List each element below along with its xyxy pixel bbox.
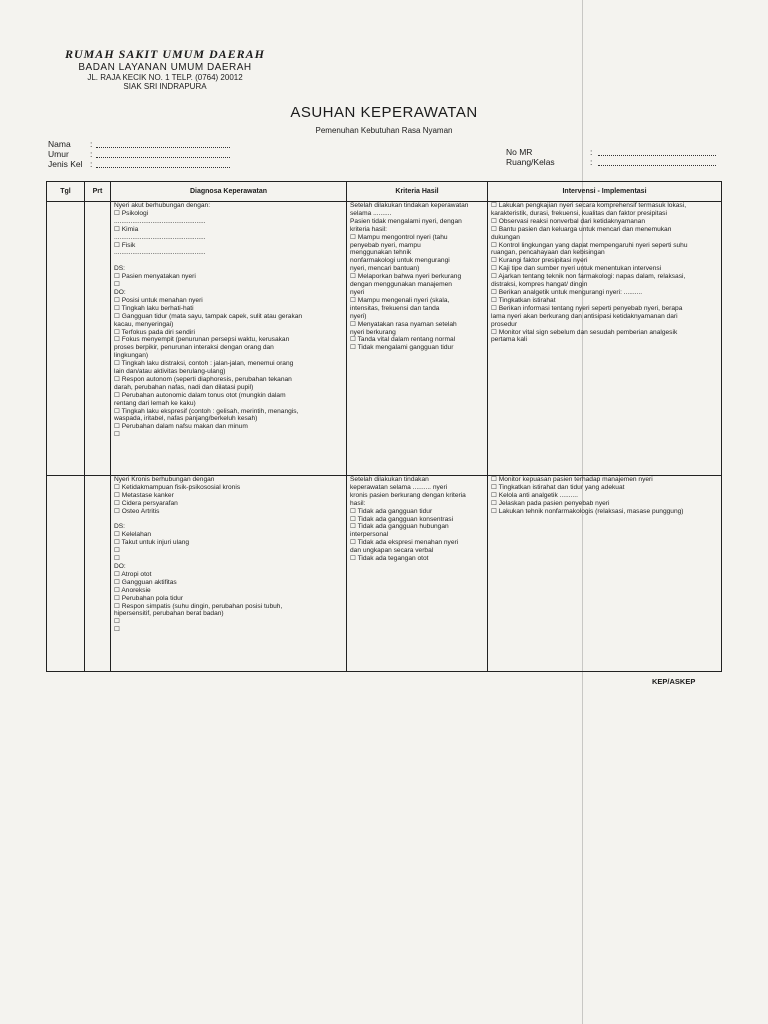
text-line: DS:	[114, 265, 125, 273]
text-line: keperawatan selama .......... nyeri	[350, 483, 448, 491]
text-line: ☐ Ajarkan tentang teknik non farmakologi: napas dalam, relaksasi,	[491, 273, 686, 281]
text-line: darah, perubahan nafas, nadi dan dilatasi pupil)	[114, 383, 254, 391]
colon: :	[90, 139, 93, 149]
text-line: hasil:	[350, 499, 366, 507]
text-line: ruangan, pencahayaan dan kebisingan	[491, 249, 605, 257]
text-line: ☐ Cidera persyarafan	[114, 499, 178, 507]
text-line: ☐ Atropi otot	[114, 570, 152, 578]
form-subtitle: Pemenuhan Kebutuhan Rasa Nyaman	[315, 126, 453, 135]
tgl-cell[interactable]	[47, 202, 85, 476]
text-line: nyeri, mencari bantuan)	[350, 265, 420, 273]
hospital-city: SIAK SRI INDRAPURA	[123, 82, 207, 91]
text-line: ☐ Gangguan tidur (mata sayu, tampak capek, sulit atau gerakan	[114, 312, 303, 320]
colon: :	[90, 149, 93, 159]
jenis-kel-label: Jenis Kel	[48, 159, 83, 169]
text-line: ☐	[114, 431, 120, 439]
text-line: ..................................................	[114, 249, 206, 257]
text-line: nyeri)	[350, 312, 367, 320]
text-line: karakteristik, durasi, frekuensi, kualitas dan faktor presipitasi	[491, 209, 667, 217]
text-line: ☐ Tidak ada ekspresi menahan nyeri	[350, 539, 459, 547]
text-line: ☐ Tingkah laku berhati-hati	[114, 304, 194, 312]
text-line: ☐ Fisik	[114, 241, 136, 249]
nama-label: Nama	[48, 139, 71, 149]
colon: :	[590, 147, 593, 157]
text-line: ☐	[114, 626, 120, 634]
text-line: ☐ Monitor vital sign sebelum dan sesudah pemberian analgesik	[491, 328, 678, 336]
table-row	[47, 202, 722, 476]
text-line: intensitas, frekuensi dan tanda	[350, 304, 440, 312]
umur-label: Umur	[48, 149, 69, 159]
text-line: ☐	[114, 281, 120, 289]
text-line: ☐ Psikologi	[114, 209, 149, 217]
text-line: proses berpikir, penurunan interaksi dengan orang dan	[114, 344, 274, 352]
text-line: ☐ Gangguan aktifitas	[114, 578, 177, 586]
text-line: Pasien tidak mengalami nyeri, dengan	[350, 217, 462, 225]
text-line: prosedur	[491, 320, 518, 328]
text-line: hipersensitif, perubahan berat badan)	[114, 610, 224, 618]
text-line: DS:	[114, 523, 125, 531]
text-line: ☐ Kelola anti analgetik ..........	[491, 491, 578, 499]
text-line: ☐ Berikan analgetik untuk mengurangi nyeri: ..........	[491, 288, 643, 296]
text-line: ☐ Tidak ada gangguan tidur	[350, 507, 433, 515]
col-header-kriteria: Kriteria Hasil	[347, 182, 488, 202]
text-line: ☐ Tanda vital dalam rentang normal	[350, 336, 456, 344]
ruang-kelas-label: Ruang/Kelas	[506, 157, 555, 167]
text-line: ☐ Perubahan dalam nafsu makan dan minum	[114, 423, 248, 431]
kriteria-cell	[347, 202, 488, 476]
hospital-agency: BADAN LAYANAN UMUM DAERAH	[78, 62, 252, 73]
text-line: ☐ Tingkatkan istirahat	[491, 296, 556, 304]
text-line: ☐ Respon simpatis (suhu dingin, perubahan posisi tubuh,	[114, 602, 283, 610]
text-line: pertama kali	[491, 336, 527, 344]
text-line: ☐ Kurangi faktor presipitasi nyeri	[491, 257, 588, 265]
text-line: ☐ Kontrol lingkungan yang dapat mempengaruhi nyeri seperti suhu	[491, 241, 688, 249]
form-code: KEP/ASKEP	[652, 677, 696, 686]
text-line: ☐	[114, 618, 120, 626]
nama-field[interactable]	[96, 147, 230, 148]
text-line: ☐ Observasi reaksi nonverbal dari ketidaknyamanan	[491, 217, 645, 225]
text-line: lingkungan)	[114, 352, 149, 360]
ruang-kelas-field[interactable]	[598, 165, 716, 166]
text-line: ☐ Bantu pasien dan keluarga untuk mencari dan menemukan	[491, 225, 672, 233]
umur-field[interactable]	[96, 157, 230, 158]
text-line: Nyeri Kronis berhubungan dengan	[114, 476, 215, 483]
text-line: kriteria hasil:	[350, 225, 388, 233]
text-line: ☐ Metastase kanker	[114, 491, 174, 499]
text-line: ☐ Tidak ada gangguan konsentrasi	[350, 515, 454, 523]
text-line: Setelah dilakukan tindakan	[350, 476, 429, 483]
tgl-cell[interactable]	[47, 476, 85, 672]
text-line: ☐ Tingkah laku distraksi, contoh : jalan-jalan, menemui orang	[114, 360, 294, 368]
text-line: kacau, menyeringai)	[114, 320, 174, 328]
text-line: menggunakan tehnik	[350, 249, 412, 257]
hospital-name: RUMAH SAKIT UMUM DAERAH	[64, 47, 266, 61]
col-header-prt: Prt	[85, 182, 111, 202]
text-line: lain dan/atau aktivitas berulang-ulang)	[114, 368, 226, 376]
text-line: DO:	[114, 288, 126, 296]
intervensi-cell	[488, 476, 722, 672]
intervensi-cell	[488, 202, 722, 476]
no-mr-label: No MR	[506, 147, 533, 157]
text-line: ☐ Mampu mengenali nyeri (skala,	[350, 296, 450, 304]
col-header-tgl: Tgl	[47, 182, 85, 202]
text-line: ☐ Tidak mengalami gangguan tidur	[350, 344, 454, 352]
col-header-diagnosa: Diagnosa Keperawatan	[111, 182, 347, 202]
text-line: penyebab nyeri, mampu	[350, 241, 421, 249]
text-line: ☐ Kimia	[114, 225, 139, 233]
colon: :	[590, 157, 593, 167]
text-line: ☐ Menyatakan rasa nyaman setelah	[350, 320, 457, 328]
text-line: ☐ Respon autonom (seperti diaphoresis, perubahan tekanan	[114, 375, 292, 383]
text-line: ☐	[114, 555, 120, 563]
text-line: Nyeri akut berhubungan dengan:	[114, 202, 211, 209]
text-line: ☐ Osteo Artritis	[114, 507, 160, 515]
jenis-kel-field[interactable]	[96, 167, 230, 168]
text-line: rentang dari lemah ke kaku)	[114, 399, 196, 407]
col-header-intervensi: Intervensi - Implementasi	[488, 182, 722, 202]
text-line: interpersonal	[350, 531, 389, 539]
text-line: DO:	[114, 562, 126, 570]
text-line: nyeri berkurang	[350, 328, 396, 336]
text-line: ☐ Fokus menyempit (penurunan persepsi waktu, kerusakan	[114, 336, 290, 344]
prt-cell[interactable]	[85, 202, 111, 476]
table-row	[47, 476, 722, 672]
text-line: ☐ Tingkatkan istirahat dan tidur yang adekuat	[491, 483, 625, 491]
text-line: ☐ Jelaskan pada pasien penyebab nyeri	[491, 499, 610, 507]
hospital-header	[40, 47, 290, 91]
table-header-row	[47, 182, 722, 202]
text-line: kronis pasien berkurang dengan kriteria	[350, 491, 466, 499]
text-line: distraksi, kompres hangat/ dingin	[491, 281, 588, 289]
text-line: waspada, iritabel, nafas panjang/berkeluh kesah)	[114, 415, 258, 423]
text-line: ☐ Posisi untuk menahan nyeri	[114, 296, 203, 304]
text-line: ☐ Pasien menyatakan nyeri	[114, 273, 196, 281]
diagnosa-cell	[111, 476, 347, 672]
text-line: ☐ Anoreksie	[114, 586, 151, 594]
text-line: ☐ Takut untuk injuri ulang	[114, 539, 190, 547]
text-line: Setelah dilakukan tindakan keperawatan	[350, 202, 469, 209]
text-line: ☐ Kelelahan	[114, 531, 152, 539]
text-line: ☐ Kaji tipe dan sumber nyeri untuk menentukan intervensi	[491, 265, 662, 273]
text-line: ☐ Mampu mengontrol nyeri (tahu	[350, 233, 448, 241]
text-line: ☐ Lakukan tehnik nonfarmakologis (relaksasi, masase punggung)	[491, 507, 684, 515]
form-title: ASUHAN KEPERAWATAN	[290, 104, 478, 121]
text-line: ☐ Melaporkan bahwa nyeri berkurang	[350, 273, 462, 281]
text-line: ☐ Tidak ada tegangan otot	[350, 555, 429, 563]
text-line: lama nyeri akan berkurang dan antisipasi ketidaknyamanan dari	[491, 312, 678, 320]
text-line: dan ungkapan secara verbal	[350, 547, 434, 555]
text-line	[114, 516, 343, 524]
kriteria-cell	[347, 476, 488, 672]
text-line: selama ..........	[350, 209, 392, 217]
text-line: ☐ Perubahan autonomic dalam tonus otot (mungkin dalam	[114, 391, 286, 399]
no-mr-field[interactable]	[598, 155, 716, 156]
text-line: ☐ Perubahan pola tidur	[114, 594, 183, 602]
text-line: nonfarmakologi untuk mengurangi	[350, 257, 450, 265]
prt-cell[interactable]	[85, 476, 111, 672]
text-line: ☐ Terfokus pada diri sendiri	[114, 328, 195, 336]
text-line: ..................................................	[114, 233, 206, 241]
text-line: nyeri	[350, 288, 365, 296]
text-line: ☐ Tingkah laku ekspresif (contoh : gelisah, merintih, menangis,	[114, 407, 299, 415]
text-line: ..................................................	[114, 217, 206, 225]
colon: :	[90, 159, 93, 169]
text-line: ☐	[114, 547, 120, 555]
text-line: ☐ Monitor kepuasan pasien terhadap manajemen nyeri	[491, 476, 653, 483]
care-plan-table	[46, 181, 722, 672]
text-line: ☐ Tidak ada gangguan hubungan	[350, 523, 449, 531]
text-line: ☐ Lakukan pengkajian nyeri secara komprehensif termasuk lokasi,	[491, 202, 687, 209]
hospital-address: JL. RAJA KECIK NO. 1 TELP. (0764) 20012	[87, 73, 243, 82]
text-line: dukungan	[491, 233, 520, 241]
diagnosa-cell	[111, 202, 347, 476]
text-line: ☐ Ketidakmampuan fisik-psikososial kronis	[114, 483, 241, 491]
text-line	[114, 257, 343, 265]
text-line: dengan menggunakan manajemen	[350, 281, 452, 289]
text-line: ☐ Berikan informasi tentang nyeri seperti penyebab nyeri, berapa	[491, 304, 683, 312]
